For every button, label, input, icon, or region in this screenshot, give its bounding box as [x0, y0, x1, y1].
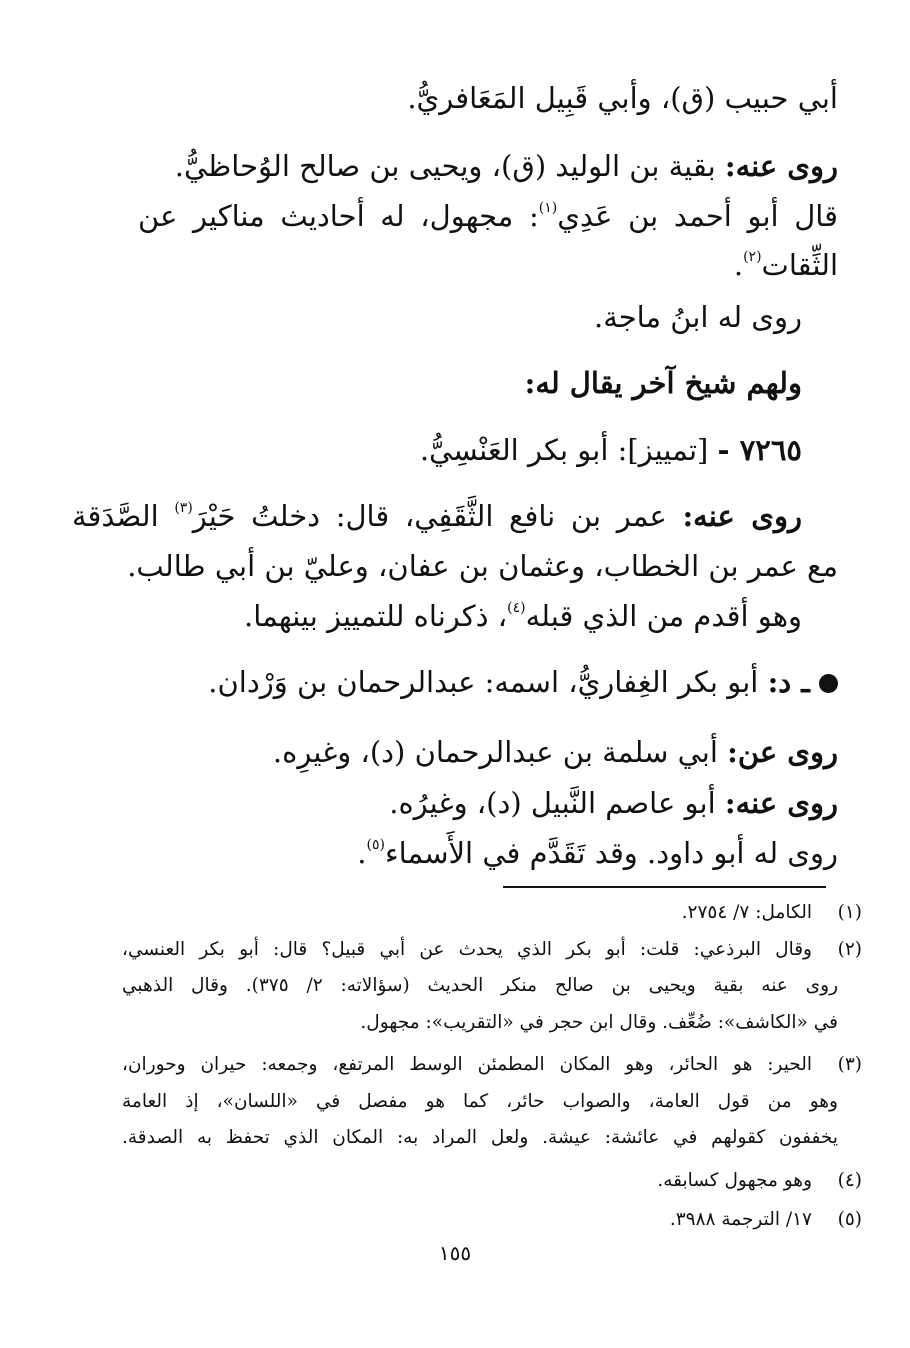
bullet-dot-icon: [819, 674, 838, 693]
narrated-for-text: روى له أبو داود. وقد تَقَدَّم في الأَسماء: [384, 836, 838, 870]
ibn-adi-statement-end: [734, 245, 838, 285]
footnote-ref-3: (٣): [174, 500, 193, 516]
narrated-by-line: [389, 783, 838, 823]
footnote-ref-4: (٤): [507, 600, 526, 616]
entry-code: ـ د:: [767, 665, 810, 699]
statement-text: .: [733, 248, 744, 282]
footnote-5: ١٧/ الترجمة ٣٩٨٨.: [669, 1209, 812, 1230]
narrated-from-label: روى عن:: [727, 735, 838, 769]
section-heading: ولهم شيخ آخر يقال له:: [524, 366, 802, 400]
distinction-note: [244, 596, 802, 636]
entry-title: [تمييز]: أبو بكر العَنْسِيُّ.: [419, 433, 718, 467]
footnote-number: (١): [837, 902, 862, 923]
footnote-3-line: وهو من قول العامة، والصواب حائر، كما هو مفصل في «اللسان»، إذ العامة: [122, 1091, 838, 1112]
narrated-from-line: [273, 732, 838, 772]
narrated-for-line: [357, 833, 838, 873]
footnote-number: (٢): [837, 939, 862, 960]
footnote-2-line: وقال البرذعي: قلت: أبو بكر الذي يحدث عن أبي قبيل؟ قال: أبو بكر العنسي،: [122, 939, 812, 960]
footnote-2-line: روى عنه بقية ويحيى بن صالح منكر الحديث (سؤالاته: ٢/ ٣٧٥). وقال الذهبي: [122, 975, 839, 996]
narrated-by-line: [175, 146, 838, 186]
page-number: ١٥٥: [438, 1241, 472, 1265]
narrated-by-text: الصَّدَقة: [72, 499, 175, 533]
footnote-ref-2: (٢): [743, 249, 762, 265]
narrated-by-label: روى عنه:: [724, 149, 838, 183]
ibn-adi-statement: [138, 196, 838, 236]
entry-title: أبو بكر الغِفاريُّ، اسمه: عبدالرحمان بن وَرْدان.: [208, 665, 768, 699]
narrated-for-text: .: [357, 836, 367, 870]
narrated-by-label: روى عنه:: [724, 786, 838, 820]
narrated-by-line: [72, 496, 802, 536]
note-text: وهو أقدم من الذي قبله: [525, 599, 802, 633]
footnote-3-line: الحير: هو الحائر، وهو المكان المطمئن الوسط المرتفع، وجمعه: حيران وحوران،: [122, 1054, 812, 1075]
footnote-4: وهو مجهول كسابقه.: [657, 1170, 812, 1191]
footnote-number: (٥): [837, 1209, 862, 1230]
narrated-for-line: روى له ابنُ ماجة.: [593, 300, 802, 334]
entry-line-continuation: أبي حبيب (ق)، وأبي قَبِيل المَعَافريُّ.: [407, 81, 838, 115]
footnote-separator: [503, 886, 826, 888]
narrated-by-label: روى عنه:: [682, 499, 802, 533]
footnote-ref-5: (٥): [366, 837, 385, 853]
narrated-by-continuation: مع عمر بن الخطاب، وعثمان بن عفان، وعليّ بن أبي طالب.: [127, 549, 838, 583]
entry-number: ٧٢٦٥ -: [717, 433, 802, 467]
footnote-2-line: في «الكاشف»: ضُعِّف. وقال ابن حجر في «التقريب»: مجهول.: [360, 1012, 838, 1033]
statement-text: قال أبو أحمد بن عَدِي: [557, 199, 838, 233]
footnote-ref-1: (١): [538, 200, 558, 216]
narrated-from-text: أبي سلمة بن عبدالرحمان (د)، وغيرِه.: [272, 735, 728, 769]
footnote-number: (٣): [837, 1054, 862, 1075]
footnote-1: الكامل: ٧/ ٢٧٥٤.: [681, 902, 812, 923]
entry-heading-7265: [420, 430, 802, 470]
narrated-by-text: أبو عاصم النَّبيل (د)، وغيرُه.: [389, 786, 725, 820]
narrated-by-text: عمر بن نافع الثَّقَفِي، قال: دخلتُ حَيْرَ: [192, 499, 683, 533]
entry-heading-ghifari: [208, 662, 838, 702]
statement-text: : مجهول، له أحاديث مناكير عن: [138, 199, 539, 233]
narrated-by-text: بقية بن الوليد (ق)، ويحيى بن صالح الوُحاظيُّ.: [174, 149, 725, 183]
statement-text: الثِّقات: [761, 248, 838, 282]
footnote-3-line: يخففون كقولهم في عائشة: عيشة. ولعل المراد به: المكان الذي تحفظ به الصدقة.: [122, 1127, 838, 1148]
footnote-number: (٤): [837, 1170, 862, 1191]
note-text: ، ذكرناه للتمييز بينهما.: [244, 599, 508, 633]
